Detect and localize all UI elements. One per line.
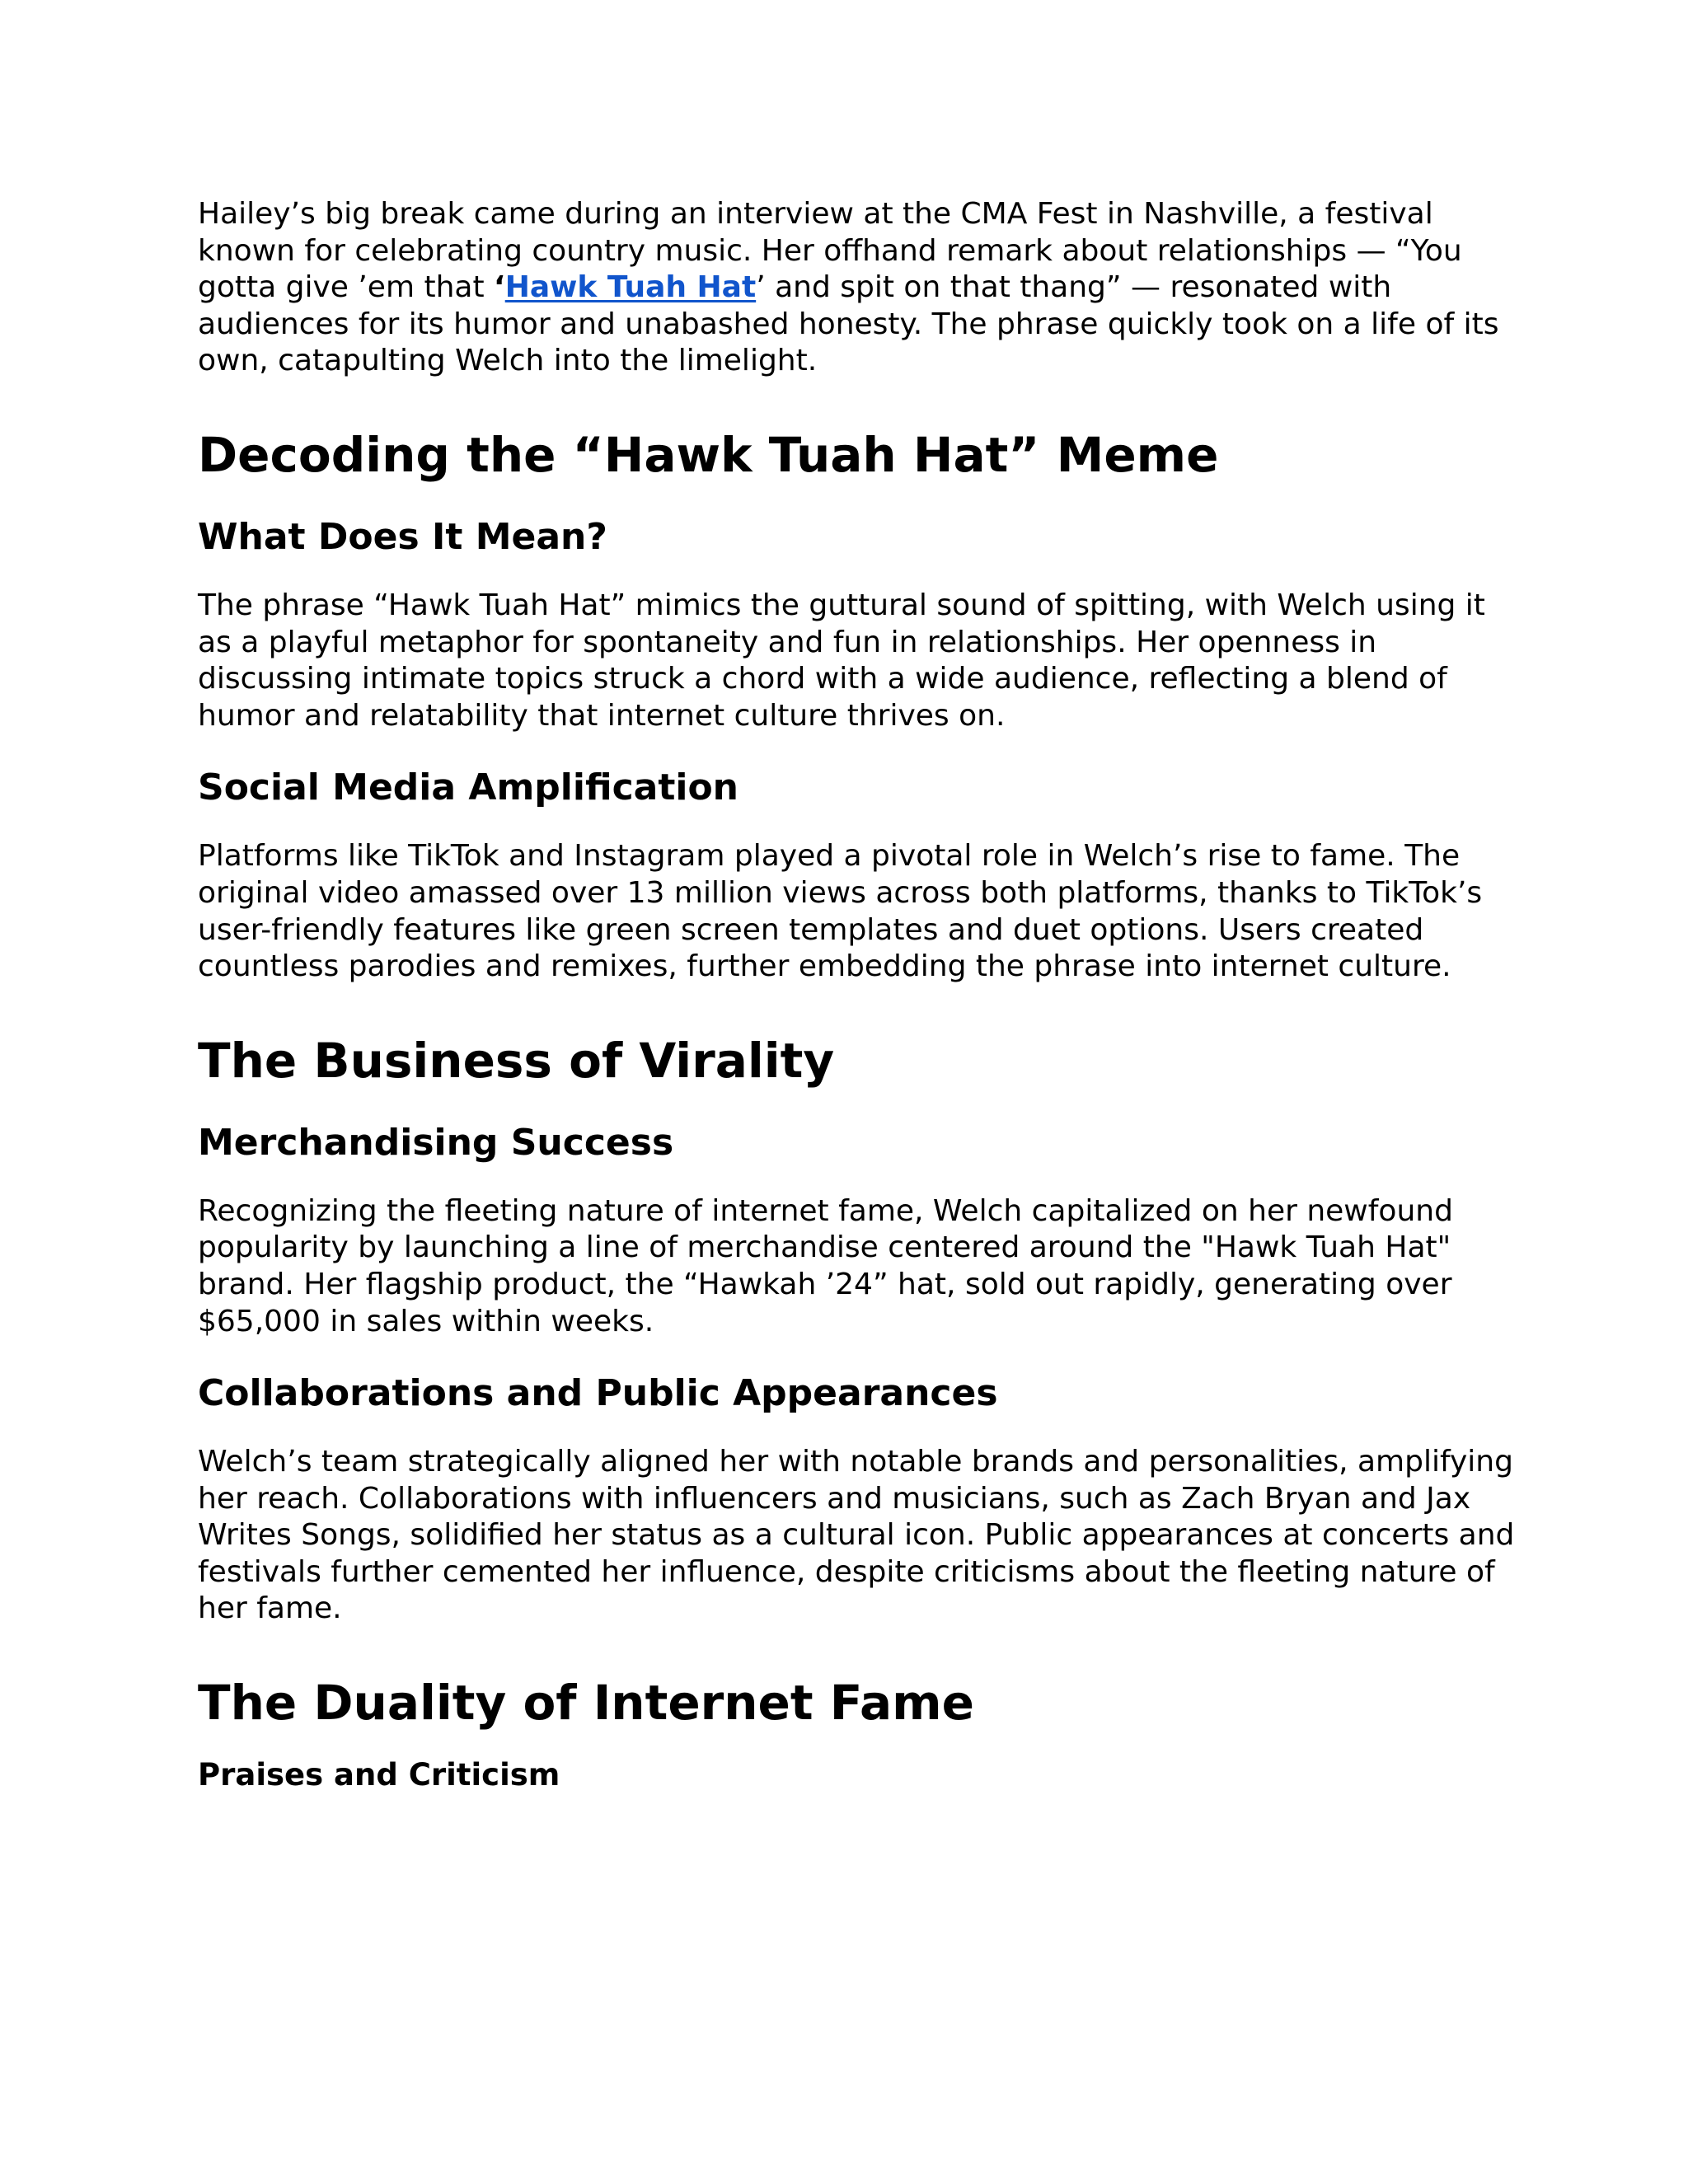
heading-decoding-meme: Decoding the “Hawk Tuah Hat” Meme: [198, 426, 1219, 483]
meaning-paragraph: The phrase “Hawk Tuah Hat” mimics the guttural sound of spitting, with Welch using it as a playful metaphor for spontaneity and fun in relationships. Her openness in discussing intimate topics struck a chord with a wide audience, reflecting a blend of humor and relatability that internet culture thrives on.: [198, 588, 1485, 733]
collaborations-paragraph: Welch’s team strategically aligned her with notable brands and personalities, amplifying her reach. Collaborations with influencers and musicians, such as Zach Bryan and Jax Writes Songs, solidified her status as a cultural icon. Public appearances at concerts and festivals further cemented her influence, despite criticisms about the fleeting nature of her fame.: [198, 1445, 1515, 1626]
intro-paragraph: [198, 196, 1517, 380]
intro-text-after-link: ’ and spit on that thang” — resonated with audiences for its humor and unabashed honesty. The phrase quickly took on a life of its own, catapulting Welch into the limelight.: [198, 270, 1499, 378]
hawk-tuah-hat-link[interactable]: Hawk Tuah Hat: [504, 270, 757, 305]
heading-praises-and-criticism: Praises and Criticism: [198, 1757, 560, 1793]
heading-business-of-virality: The Business of Virality: [198, 1032, 835, 1089]
heading-what-does-it-mean: What Does It Mean?: [198, 515, 607, 558]
heading-duality-of-fame: The Duality of Internet Fame: [198, 1675, 974, 1732]
intro-open-quote: ‘: [494, 270, 505, 305]
heading-merchandising-success: Merchandising Success: [198, 1121, 674, 1164]
social-media-paragraph: Platforms like TikTok and Instagram played a pivotal role in Welch’s rise to fame. The original video amassed over 13 million views across both platforms, thanks to TikTok’s user-friendly features like green screen templates and duet options. Users created countless parodies and remixes, further embedding the phrase into internet culture.: [198, 839, 1483, 984]
heading-social-media-amplification: Social Media Amplification: [198, 766, 739, 809]
document-page: [198, 196, 1517, 1794]
heading-collaborations: Collaborations and Public Appearances: [198, 1372, 998, 1415]
merchandising-paragraph: Recognizing the fleeting nature of internet fame, Welch capitalized on her newfound popularity by launching a line of merchandise centered around the "Hawk Tuah Hat" brand. Her flagship product, the “Hawkah ’24” hat, sold out rapidly, generating over $65,000 in sales within weeks.: [198, 1193, 1453, 1338]
intro-text-before-link: Hailey’s big break came during an interview at the CMA Fest in Nashville, a festival known for celebrating country music. Her offhand remark about relationships — “You gotta give ’em that: [198, 197, 1462, 305]
